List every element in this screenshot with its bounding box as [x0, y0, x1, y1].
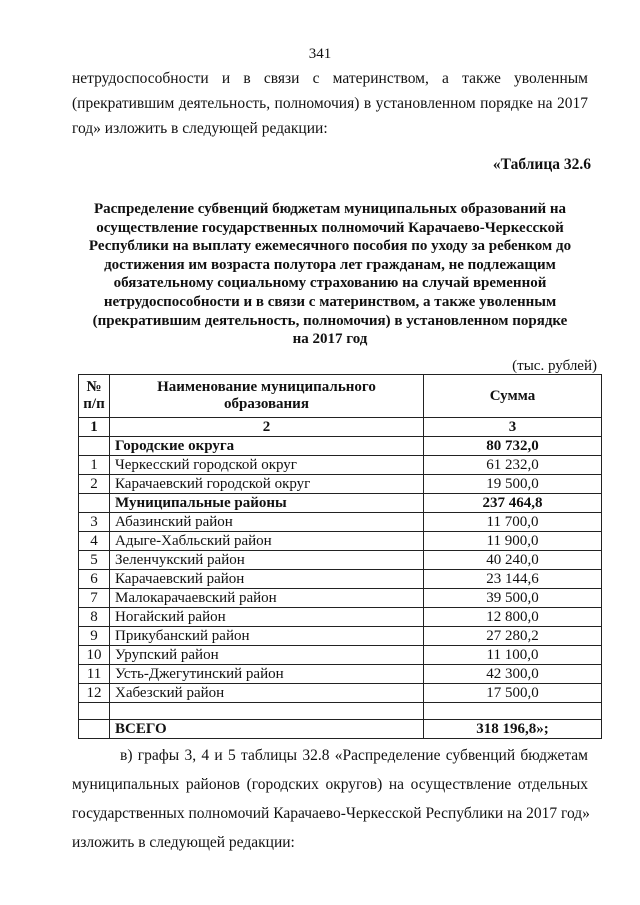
row-name: Малокарачаевский район	[110, 589, 424, 608]
title-line: Распределение субвенций бюджетам муниципальных образований на	[93, 201, 566, 217]
header-name: Наименование муниципального образования	[110, 375, 424, 418]
row-sum: 39 500,0	[424, 589, 602, 608]
row-sum: 40 240,0	[424, 551, 602, 570]
header-num: № п/п	[79, 375, 110, 418]
row-name: Адыге-Хабльский район	[110, 532, 424, 551]
row-number: 11	[79, 665, 110, 684]
column-numbers-row	[79, 418, 602, 437]
row-name: Городские округа	[110, 437, 424, 456]
row-name: Черкесский городской округ	[110, 456, 424, 475]
column-number: 2	[110, 418, 424, 437]
row-sum: 11 700,0	[424, 513, 602, 532]
total-row	[79, 720, 602, 739]
row-sum: 80 732,0	[424, 437, 602, 456]
row-name: Усть-Джегутинский район	[110, 665, 424, 684]
row-sum: 42 300,0	[424, 665, 602, 684]
intro-paragraph	[72, 66, 588, 141]
row-number: 1	[79, 456, 110, 475]
row-name: Хабезский район	[110, 684, 424, 703]
table-reference: «Таблица 32.6	[492, 156, 591, 173]
row-number: 10	[79, 646, 110, 665]
row-number: 7	[79, 589, 110, 608]
row-number: 5	[79, 551, 110, 570]
title-line: достижения им возраста полутора лет гражданам, не подлежащим	[104, 256, 556, 273]
row-sum: 12 800,0	[424, 608, 602, 627]
empty-cell	[79, 703, 110, 720]
table-row	[79, 456, 602, 475]
total-label: ВСЕГО	[110, 720, 424, 739]
table-row	[79, 684, 602, 703]
title-line: осуществление государственных полномочий Карачаево-Черкесской	[96, 219, 564, 236]
header-sum: Сумма	[424, 375, 602, 418]
column-number: 3	[424, 418, 602, 437]
table-row	[79, 475, 602, 494]
page-number: 341	[308, 46, 332, 62]
row-name: Урупский район	[110, 646, 424, 665]
row-name: Абазинский район	[110, 513, 424, 532]
row-sum: 11 100,0	[424, 646, 602, 665]
title-line: Республики на выплату ежемесячного пособия по уходу за ребенком до	[88, 238, 572, 255]
outro-line: муниципальных районов (городских округов) на осуществление отдельных	[72, 776, 588, 793]
title-line: на 2017 год	[292, 331, 368, 348]
row-name: Муниципальные районы	[110, 494, 424, 513]
table-body	[79, 437, 602, 739]
row-name: Ногайский район	[110, 608, 424, 627]
row-number: 3	[79, 513, 110, 532]
table-row	[79, 513, 602, 532]
total-num	[79, 720, 110, 739]
total-sum: 318 196,8»;	[424, 720, 602, 739]
row-number: 12	[79, 684, 110, 703]
title-line: нетрудоспособности и в связи с материнством, а также уволенным	[103, 293, 557, 310]
row-sum: 11 900,0	[424, 532, 602, 551]
table-row	[79, 646, 602, 665]
outro-line: государственных полномочий Карачаево-Черкесской Республики на 2017 год»	[72, 805, 590, 822]
row-number: 4	[79, 532, 110, 551]
table-row	[79, 665, 602, 684]
subsidy-table	[78, 374, 602, 739]
row-number: 6	[79, 570, 110, 589]
table-row	[79, 627, 602, 646]
row-number	[79, 437, 110, 456]
title-line: обязательному социальному страхованию на случай временной	[113, 275, 547, 292]
row-sum: 27 280,2	[424, 627, 602, 646]
outro-paragraph	[72, 741, 588, 857]
table-title	[60, 200, 600, 349]
table-row	[79, 532, 602, 551]
intro-line: (прекратившим деятельность, полномочия) в установленном порядке на 2017	[72, 95, 588, 112]
table-header-row	[79, 375, 602, 418]
row-sum: 19 500,0	[424, 475, 602, 494]
table-row	[79, 570, 602, 589]
row-sum: 61 232,0	[424, 456, 602, 475]
table-row	[79, 551, 602, 570]
row-name: Зеленчукский район	[110, 551, 424, 570]
table-row	[79, 589, 602, 608]
row-name: Карачаевский район	[110, 570, 424, 589]
row-name: Карачаевский городской округ	[110, 475, 424, 494]
row-number	[79, 494, 110, 513]
row-sum: 237 464,8	[424, 494, 602, 513]
empty-row	[79, 703, 602, 720]
row-name: Прикубанский район	[110, 627, 424, 646]
column-number: 1	[79, 418, 110, 437]
units-label: (тыс. рублей)	[512, 358, 597, 374]
table-row	[79, 494, 602, 513]
empty-cell	[110, 703, 424, 720]
row-number: 9	[79, 627, 110, 646]
title-line: (прекратившим деятельность, полномочия) в установленном порядке	[92, 312, 568, 329]
empty-cell	[424, 703, 602, 720]
table-row	[79, 608, 602, 627]
intro-line: нетрудоспособности и в связи с материнством, а также уволенным	[72, 70, 588, 87]
outro-line: в) графы 3, 4 и 5 таблицы 32.8 «Распределение субвенций бюджетам	[120, 747, 588, 764]
table-row	[79, 437, 602, 456]
row-sum: 23 144,6	[424, 570, 602, 589]
row-sum: 17 500,0	[424, 684, 602, 703]
row-number: 8	[79, 608, 110, 627]
intro-line: год» изложить в следующей редакции:	[72, 120, 328, 137]
outro-line: изложить в следующей редакции:	[72, 834, 295, 851]
row-number: 2	[79, 475, 110, 494]
